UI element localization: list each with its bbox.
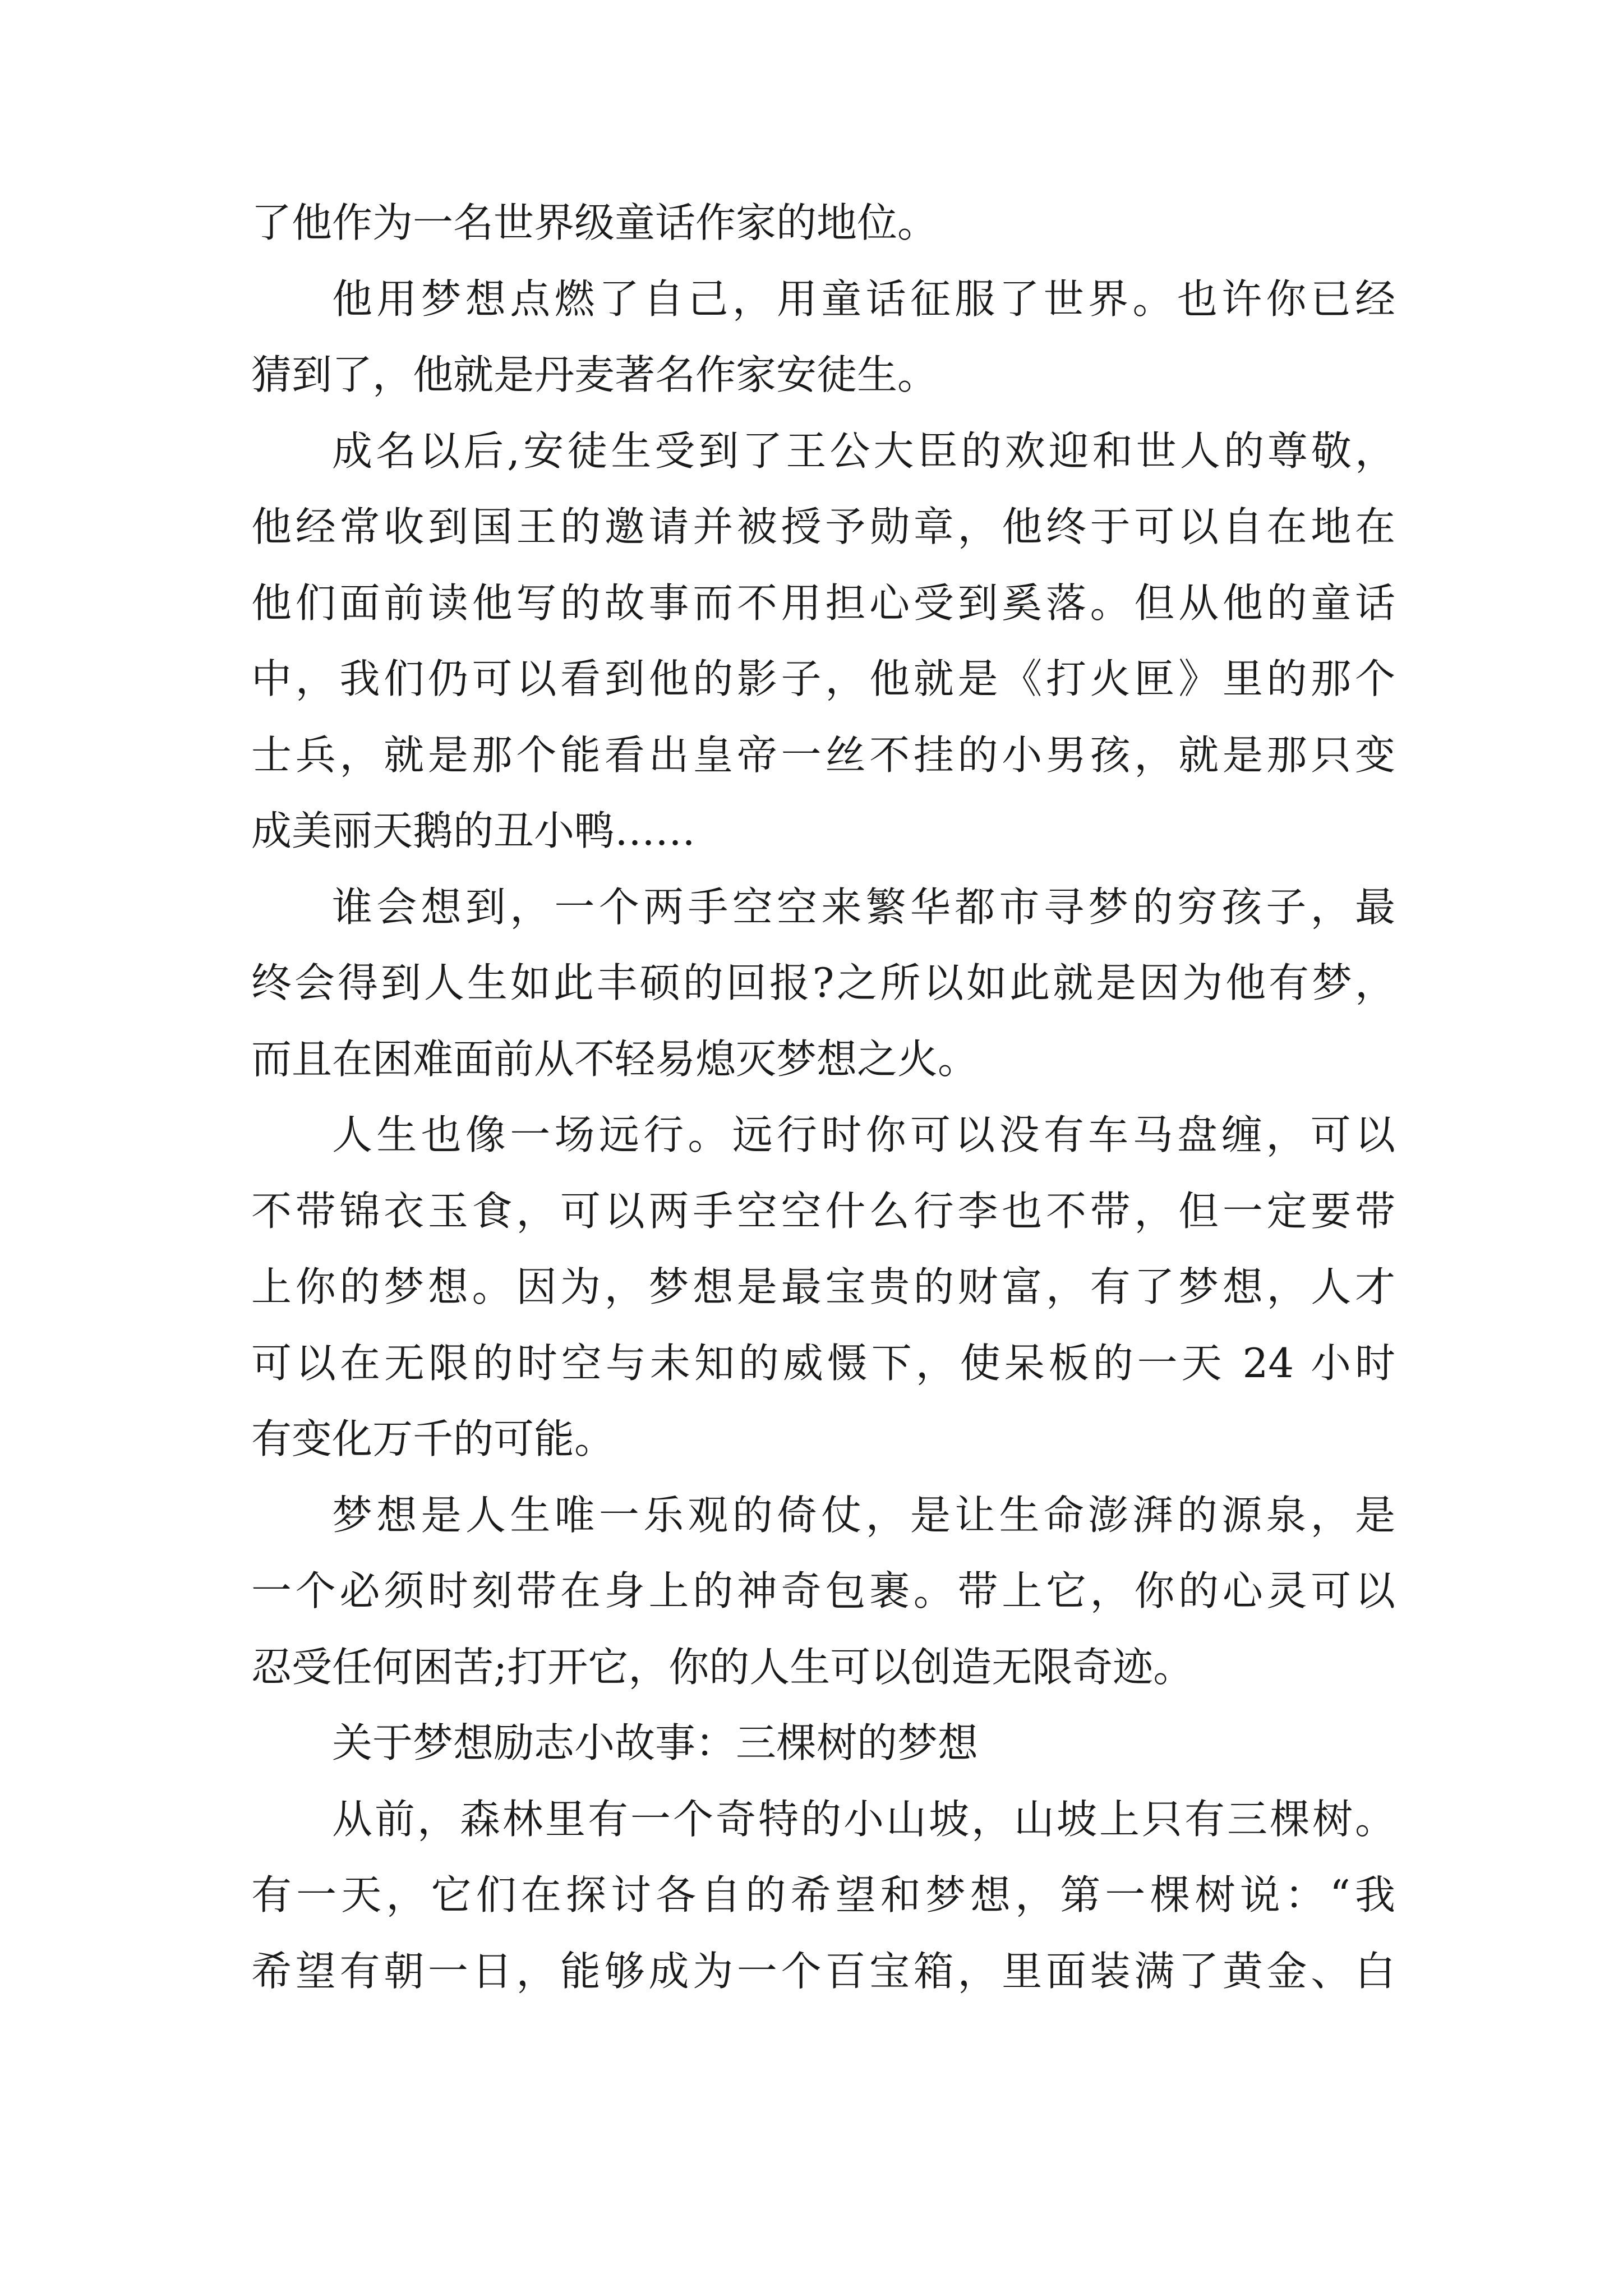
text-line: 了他作为一名世界级童话作家的地位。: [251, 199, 938, 246]
text-line: 有变化万千的可能。: [251, 1415, 615, 1462]
text-line: 他们面前读他写的故事而不用担心受到奚落。但从他的童话: [251, 579, 1395, 627]
text-line: 终会得到人生如此丰硕的回报?之所以如此就是因为他有梦，: [251, 959, 1395, 1006]
text-line: 不带锦衣玉食，可以两手空空什么行李也不带，但一定要带: [251, 1187, 1395, 1235]
text-line: 梦想是人生唯一乐观的倚仗，是让生命澎湃的源泉，是: [332, 1491, 1395, 1539]
text-line: 成名以后,安徒生受到了王公大臣的欢迎和世人的尊敬，: [332, 427, 1395, 475]
text-line: 谁会想到，一个两手空空来繁华都市寻梦的穷孩子，最: [332, 883, 1395, 931]
text-line: 有一天，它们在探讨各自的希望和梦想，第一棵树说：“我: [251, 1871, 1395, 1918]
text-line: 关于梦想励志小故事：三棵树的梦想: [332, 1719, 979, 1766]
text-line: 忍受任何困苦;打开它，你的人生可以创造无限奇迹。: [251, 1643, 1194, 1691]
text-line: 一个必须时刻带在身上的神奇包裹。带上它，你的心灵可以: [251, 1567, 1395, 1614]
text-line: 士兵，就是那个能看出皇帝一丝不挂的小男孩，就是那只变: [251, 731, 1395, 779]
text-line: 他用梦想点燃了自己，用童话征服了世界。也许你已经: [332, 275, 1395, 323]
text-line: 成美丽天鹅的丑小鸭……: [251, 807, 696, 854]
text-line: 人生也像一场远行。远行时你可以没有车马盘缠，可以: [332, 1111, 1395, 1158]
text-line: 而且在困难面前从不轻易熄灭梦想之火。: [251, 1035, 979, 1083]
text-line: 他经常收到国王的邀请并被授予勋章，他终于可以自在地在: [251, 503, 1395, 550]
text-line: 可以在无限的时空与未知的威慑下，使呆板的一天 24 小时: [251, 1339, 1395, 1387]
document-body: [251, 185, 1395, 2009]
text-line: 中，我们仍可以看到他的影子，他就是《打火匣》里的那个: [251, 655, 1395, 702]
text-line: 上你的梦想。因为，梦想是最宝贵的财富，有了梦想，人才: [251, 1263, 1395, 1310]
text-line: 希望有朝一日，能够成为一个百宝箱，里面装满了黄金、白: [251, 1947, 1395, 1995]
text-line: 猜到了，他就是丹麦著名作家安徒生。: [251, 351, 938, 398]
text-line: 从前，森林里有一个奇特的小山坡，山坡上只有三棵树。: [332, 1795, 1395, 1843]
